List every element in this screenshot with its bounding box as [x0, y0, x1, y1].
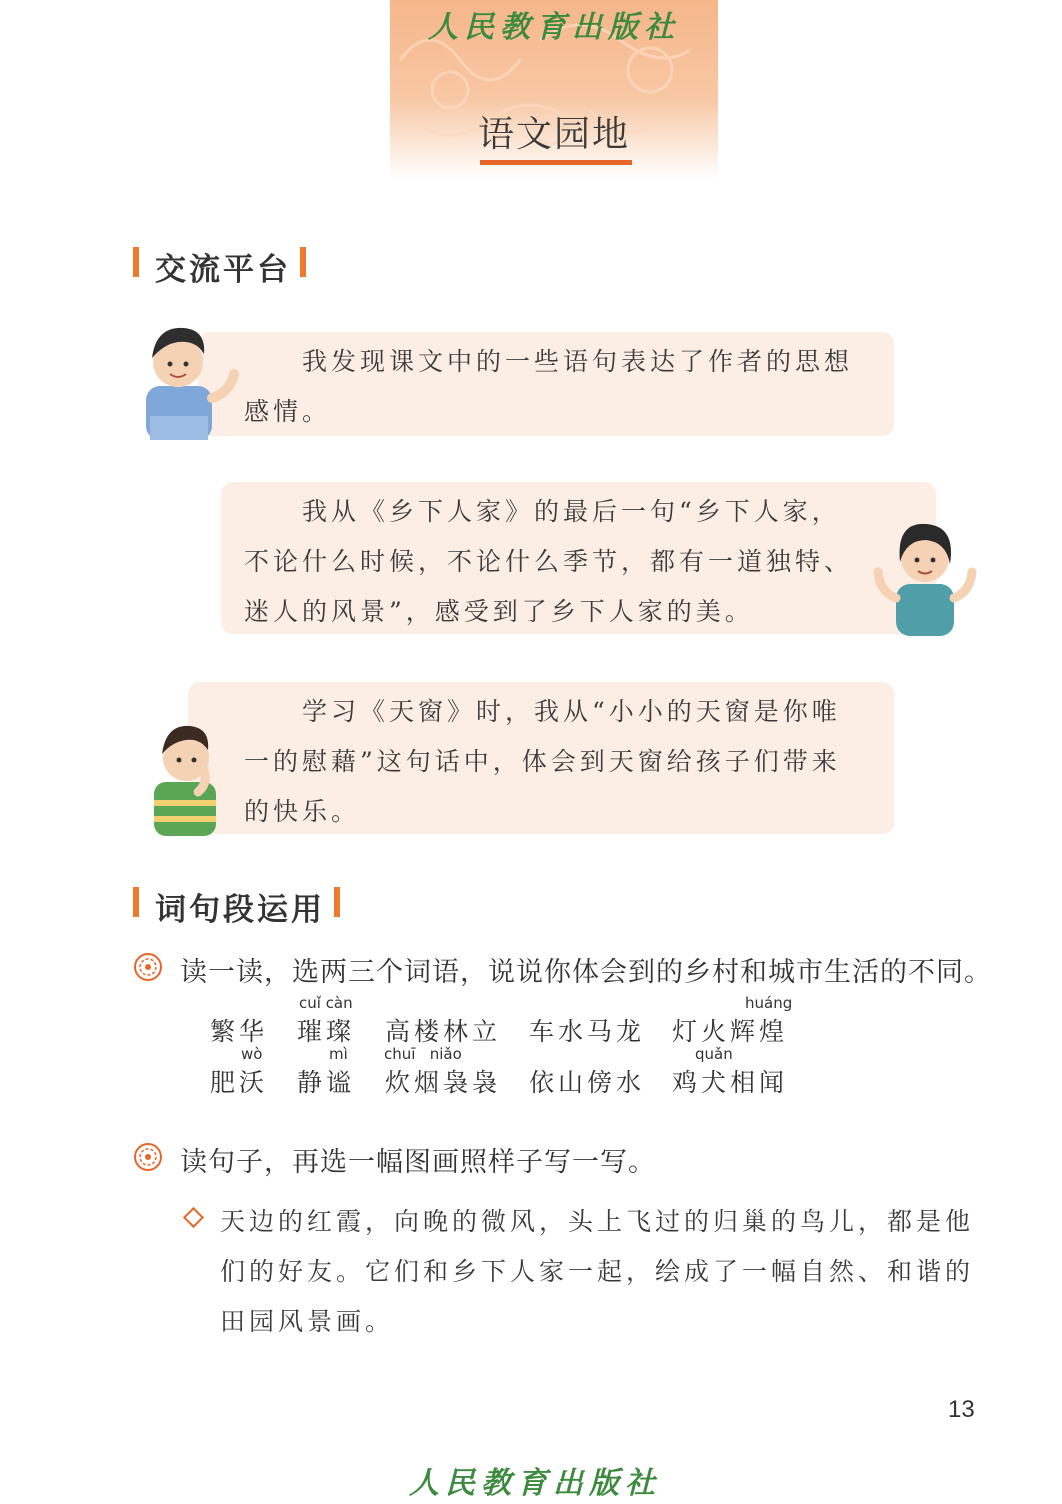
pinyin: wò — [241, 1045, 263, 1063]
example-line: 们的好友。它们和乡下人家一起，绘成了一幅自然、和谐的 — [220, 1257, 975, 1286]
bubble-line: 学习《天窗》时，我从“小小的天窗是你唯 — [302, 697, 841, 726]
vocab-word: 灯火辉煌 — [672, 1017, 789, 1046]
pinyin: quǎn — [695, 1045, 733, 1063]
vocab-word: 炊烟袅袅 — [385, 1068, 502, 1097]
vocab-word: 高楼林立 — [385, 1017, 502, 1046]
page-title: 语文园地 — [477, 114, 630, 155]
bubble-line: 我发现课文中的一些语句表达了作者的思想 — [302, 347, 854, 376]
title-underline — [480, 160, 632, 165]
girl-character-icon — [870, 518, 980, 636]
section-heading-usage — [133, 884, 353, 928]
pinyin: chuī niǎo — [384, 1045, 462, 1063]
speech-bubble-2 — [221, 482, 936, 634]
heading-bar-left — [133, 887, 139, 917]
heading-bar-right — [300, 247, 306, 277]
boy-thinking-icon — [148, 720, 228, 836]
example-line: 天边的红霞，向晚的微风，头上飞过的归巢的鸟儿，都是他 — [220, 1207, 975, 1236]
task2-instruction: 读句子，再选一幅图画照样子写一写。 — [180, 1147, 656, 1178]
vocab-word: 静谧 — [297, 1068, 356, 1097]
example-line: 田园风景画。 — [220, 1307, 395, 1336]
boy-character-icon — [128, 320, 248, 440]
seal-bullet-icon — [133, 952, 163, 982]
vocab-word: 鸡犬相闻 — [672, 1068, 789, 1097]
diamond-bullet-icon — [183, 1207, 204, 1228]
vocab-word: 依山傍水 — [529, 1068, 646, 1097]
bubble-line: 的快乐。 — [244, 797, 361, 826]
header-banner — [390, 0, 718, 180]
bubble-line: 一的慰藉”这句话中，体会到天窗给孩子们带来 — [244, 747, 841, 776]
seal-bullet-icon — [133, 1142, 163, 1172]
page-number: 13 — [948, 1396, 975, 1423]
heading-bar-left — [133, 247, 139, 277]
publisher-logo-bottom: 人民教育出版社 — [409, 1466, 661, 1501]
pinyin: cuǐ càn — [299, 994, 353, 1012]
bubble-line: 迷人的风景”，感受到了乡下人家的美。 — [244, 597, 754, 626]
publisher-logo-top: 人民教育出版社 — [428, 10, 680, 45]
vocab-word: 肥沃 — [210, 1068, 269, 1097]
vocab-word: 璀璨 — [297, 1017, 356, 1046]
pinyin: huáng — [745, 994, 793, 1012]
section-heading-text: 词句段运用 — [155, 892, 325, 928]
bubble-line: 不论什么时候，不论什么季节，都有一道独特、 — [244, 547, 854, 576]
bubble-line: 我从《乡下人家》的最后一句“乡下人家， — [302, 497, 841, 526]
bubble-line: 感情。 — [244, 397, 332, 426]
vocab-word: 车水马龙 — [529, 1017, 646, 1046]
section-heading-text: 交流平台 — [155, 252, 291, 288]
section-heading-exchange — [133, 244, 313, 288]
heading-bar-right — [334, 887, 340, 917]
pinyin: mì — [329, 1045, 348, 1063]
task1-instruction: 读一读，选两三个词语，说说你体会到的乡村和城市生活的不同。 — [180, 957, 992, 988]
speech-bubble-3 — [188, 682, 894, 834]
vocab-word: 繁华 — [210, 1017, 269, 1046]
speech-bubble-1 — [198, 332, 894, 436]
